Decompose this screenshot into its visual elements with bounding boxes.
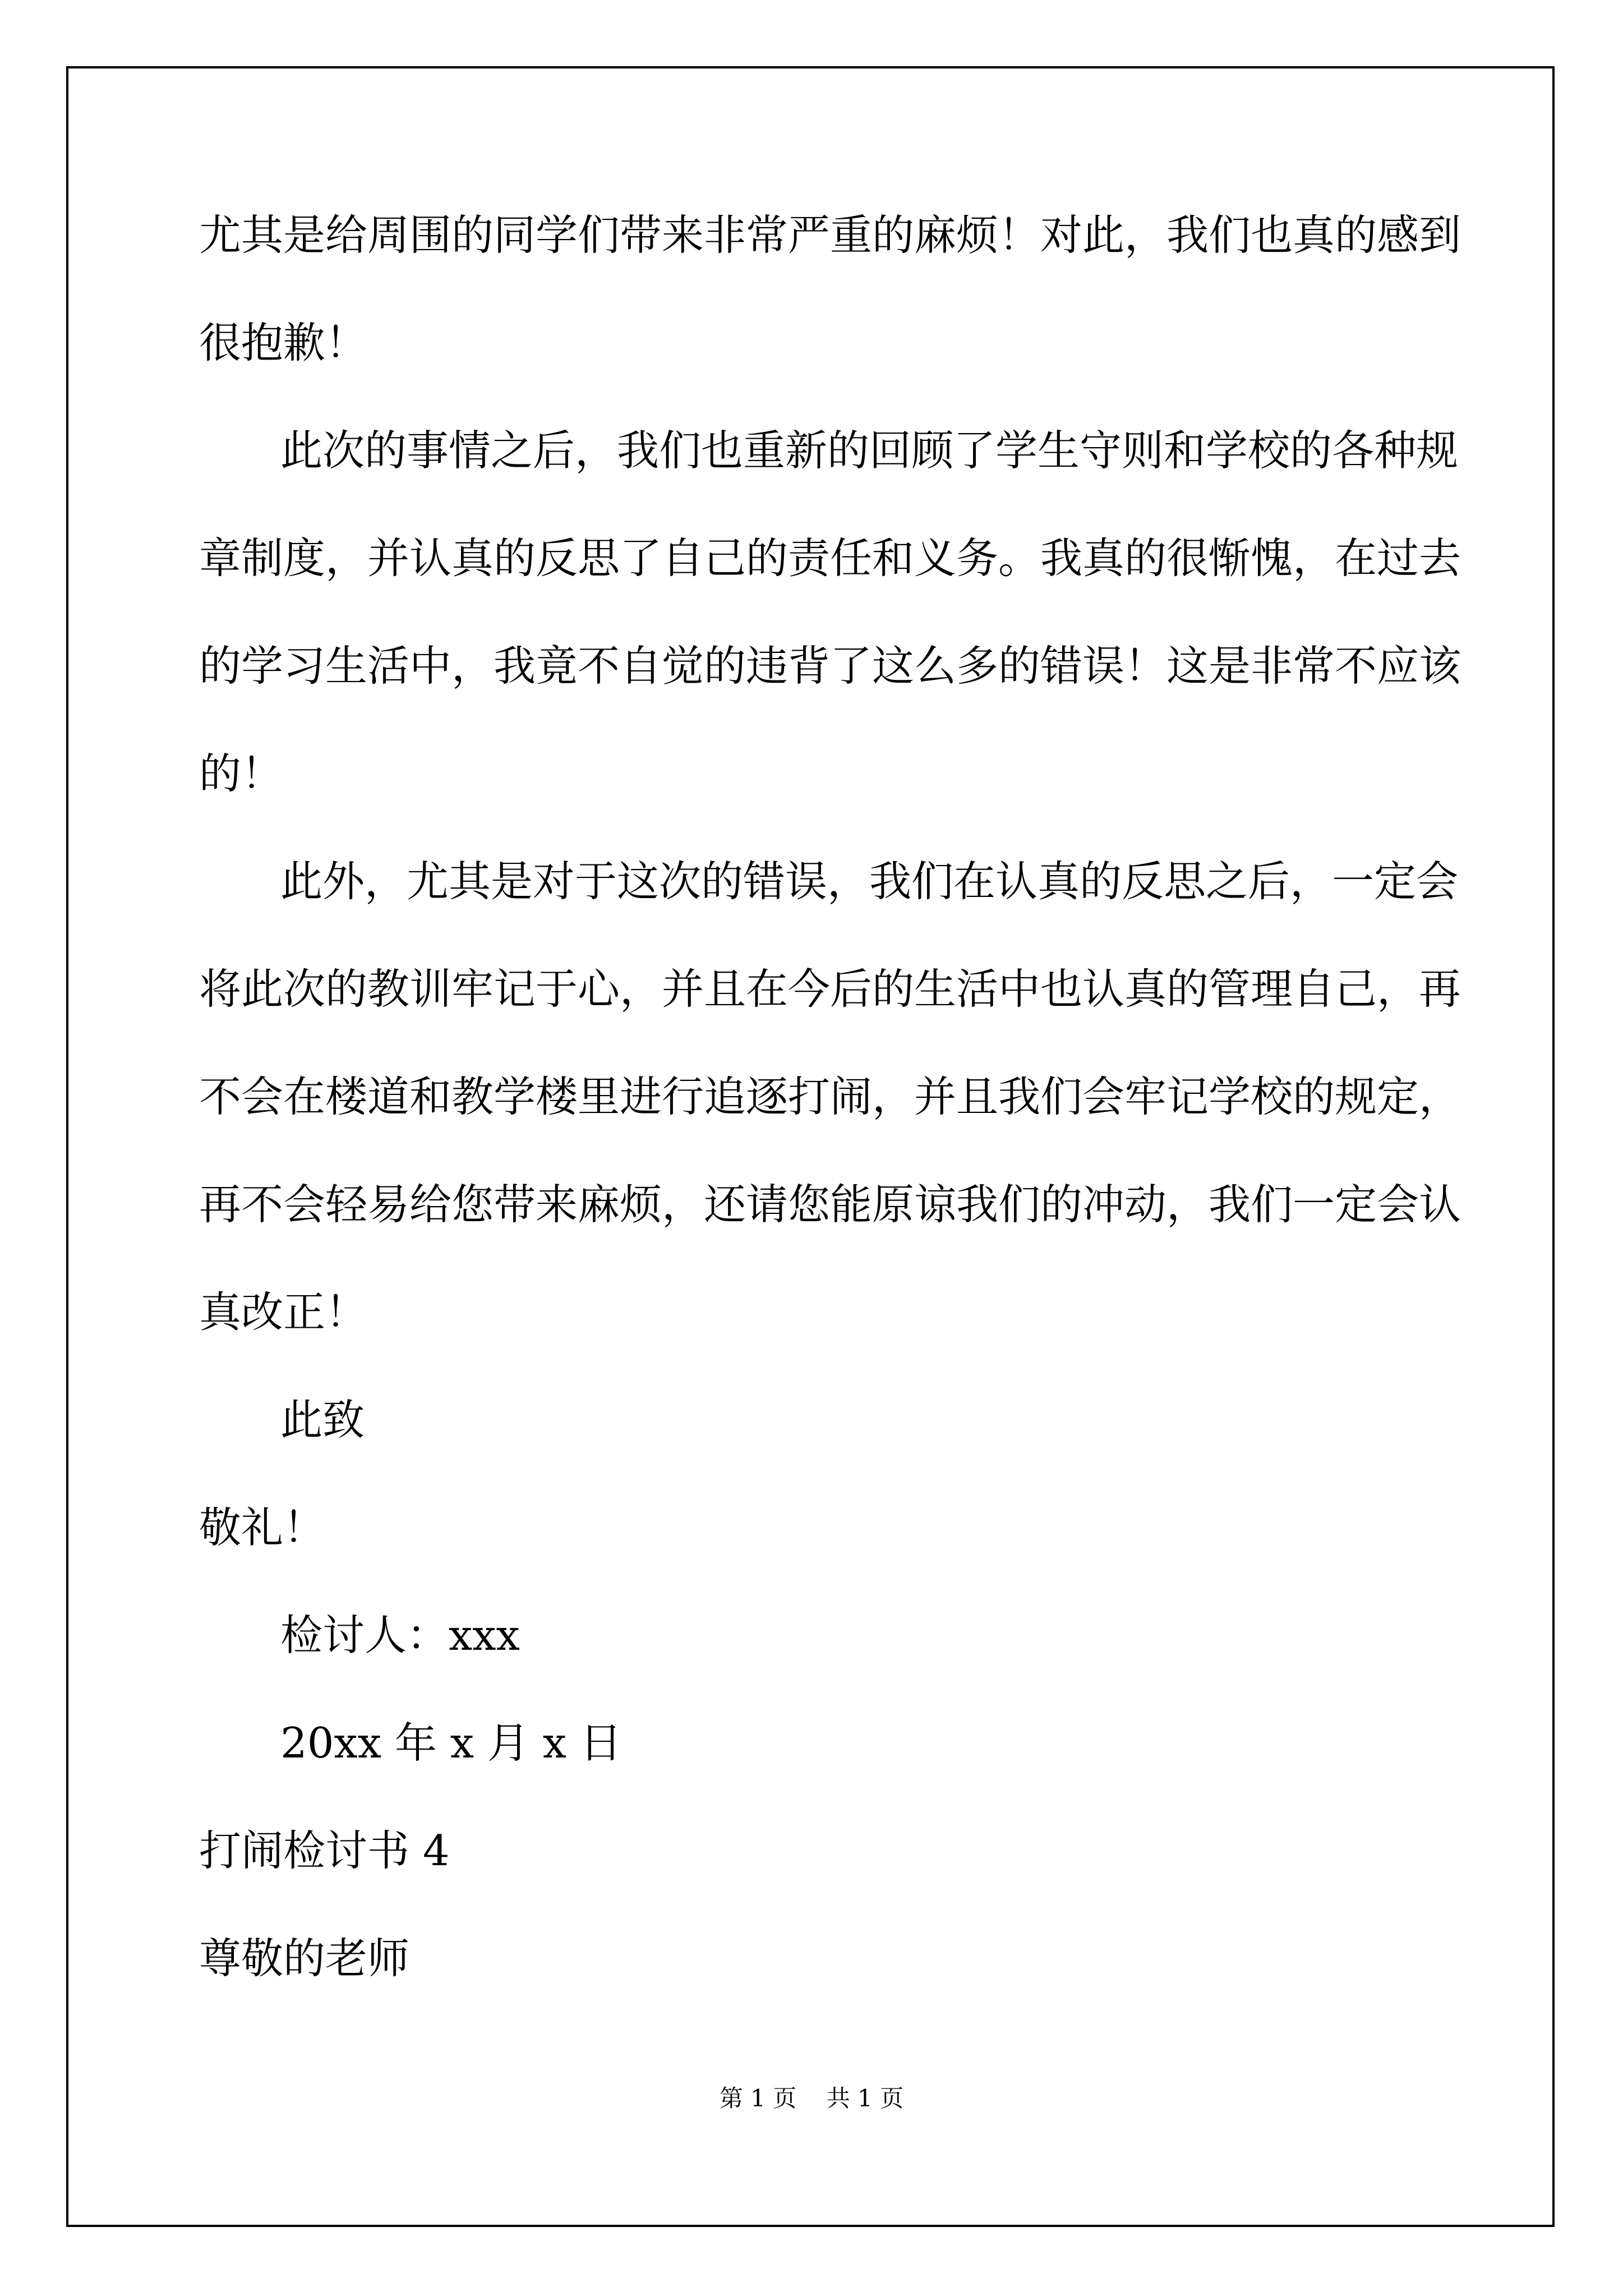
page-footer: 第 1 页 共 1 页 <box>719 2085 904 2112</box>
paragraph-3-line-5: 真改正！ <box>199 1287 368 1337</box>
signature-name: 检讨人：xxx <box>280 1611 520 1660</box>
paragraph-3-line-4: 再不会轻易给您带来麻烦，还请您能原谅我们的冲动，我们一定会认 <box>199 1180 1461 1229</box>
closing-regards: 敬礼！ <box>199 1503 326 1552</box>
paragraph-3-line-1: 此外，尤其是对于这次的错误，我们在认真的反思之后，一定会 <box>280 857 1459 906</box>
paragraph-2-line-3: 的学习生活中，我竟不自觉的违背了这么多的错误！这是非常不应该 <box>199 641 1461 691</box>
section-title: 打闹检讨书 4 <box>199 1826 450 1875</box>
paragraph-3-line-3: 不会在楼道和教学楼里进行追逐打闹，并且我们会牢记学校的规定， <box>199 1072 1461 1121</box>
body-line-1: 尤其是给周围的同学们带来非常严重的麻烦！对此，我们也真的感到 <box>199 210 1461 260</box>
page-border <box>66 66 1555 2227</box>
closing-salutation: 此致 <box>280 1395 365 1444</box>
body-line-2: 很抱歉！ <box>199 318 368 367</box>
paragraph-2-line-2: 章制度，并认真的反思了自己的责任和义务。我真的很惭愧，在过去 <box>199 533 1461 583</box>
paragraph-2-line-1: 此次的事情之后，我们也重新的回顾了学生守则和学校的各种规 <box>280 426 1459 475</box>
signature-date: 20xx 年 x 月 x 日 <box>280 1718 622 1768</box>
greeting: 尊敬的老师 <box>199 1934 410 1983</box>
paragraph-3-line-2: 将此次的教训牢记于心，并且在今后的生活中也认真的管理自己，再 <box>199 964 1461 1014</box>
paragraph-2-line-4: 的！ <box>199 749 284 798</box>
